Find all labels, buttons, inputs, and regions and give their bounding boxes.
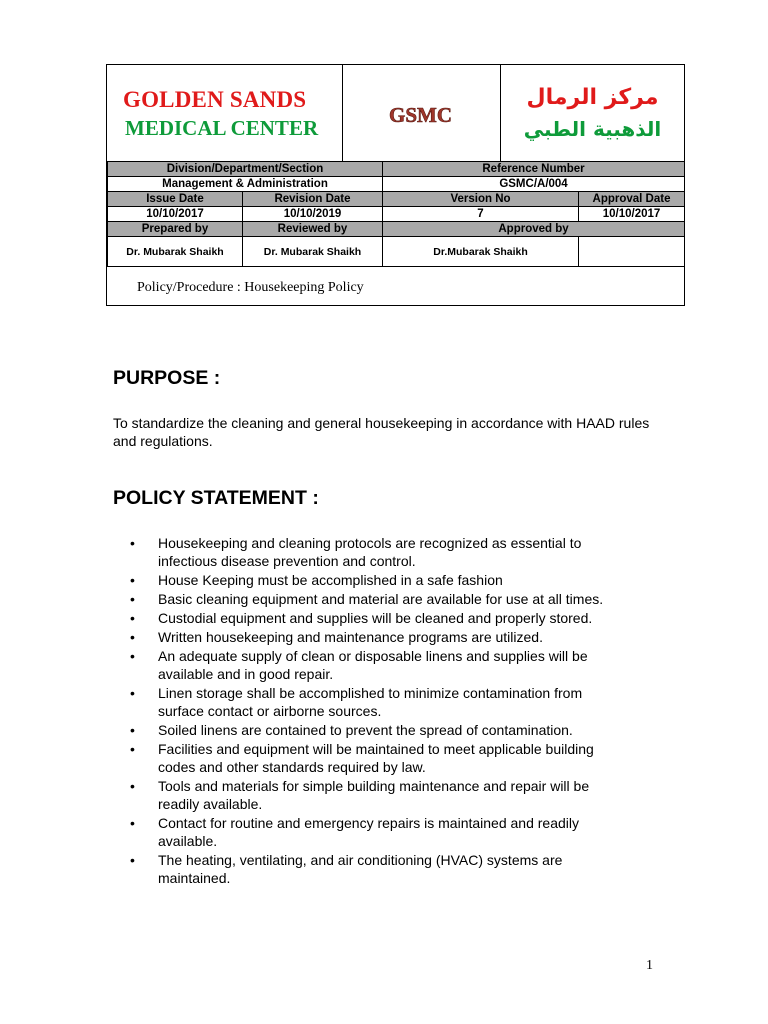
bullet-icon: • — [130, 535, 135, 551]
bullet-icon: • — [130, 629, 135, 645]
version-value: 7 — [383, 207, 579, 222]
bullet-icon: • — [130, 648, 135, 664]
list-item-text: The heating, ventilating, and air conditioning (HVAC) systems are maintained. — [158, 852, 563, 886]
bullet-icon: • — [130, 741, 135, 757]
reviewed-by-label: Reviewed by — [243, 222, 383, 237]
brand-name-line1: GOLDEN SANDS — [123, 87, 307, 112]
reviewed-by-value: Dr. Mubarak Shaikh — [243, 237, 383, 267]
brand-arabic-line2: الذهبية الطبي — [523, 117, 662, 141]
table-row — [108, 237, 685, 267]
table-row — [108, 222, 685, 237]
bullet-icon: • — [130, 815, 135, 831]
list-item — [130, 628, 630, 646]
list-item — [130, 777, 630, 813]
list-item-text: Written housekeeping and maintenance programs are utilized. — [158, 629, 543, 645]
list-item-text: Contact for routine and emergency repairs is maintained and readily available. — [158, 815, 580, 849]
reference-value: GSMC/A/004 — [383, 177, 685, 192]
list-item — [130, 684, 630, 720]
list-item-text: Linen storage shall be accomplished to minimize contamination from surface contact or airborne sources. — [158, 685, 583, 719]
list-item-text: Tools and materials for simple building maintenance and repair will be readily available. — [158, 778, 590, 812]
header-branding — [107, 65, 684, 161]
bullet-icon: • — [130, 852, 135, 868]
bullet-icon: • — [130, 591, 135, 607]
revision-date-label: Revision Date — [243, 192, 383, 207]
bullet-icon: • — [130, 685, 135, 701]
brand-arabic — [501, 65, 684, 161]
bullet-icon: • — [130, 722, 135, 738]
list-item — [130, 740, 630, 776]
brand-arabic-line1: مركز الرمال — [526, 85, 659, 110]
reference-label: Reference Number — [383, 162, 685, 177]
purpose-heading: PURPOSE : — [113, 367, 221, 389]
policy-procedure-row — [107, 269, 684, 305]
document-control-table — [107, 161, 685, 267]
version-label: Version No — [383, 192, 579, 207]
list-item — [130, 590, 630, 608]
table-row — [108, 162, 685, 177]
list-item — [130, 571, 630, 589]
bullet-icon: • — [130, 778, 135, 794]
table-row — [108, 207, 685, 222]
bullet-icon: • — [130, 610, 135, 626]
document-header — [106, 64, 685, 306]
approved-by-label: Approved by — [383, 222, 685, 237]
approval-date-label: Approval Date — [579, 192, 685, 207]
list-item — [130, 814, 630, 850]
table-row — [108, 192, 685, 207]
list-item — [130, 609, 630, 627]
prepared-by-value: Dr. Mubarak Shaikh — [108, 237, 243, 267]
list-item-text: Facilities and equipment will be maintained to meet applicable building codes and other standards required by law. — [158, 741, 594, 775]
approval-date-value: 10/10/2017 — [579, 207, 685, 222]
brand-name-line2: MEDICAL CENTER — [125, 116, 319, 140]
list-item — [130, 534, 630, 570]
brand-english — [107, 65, 343, 161]
list-item-text: Custodial equipment and supplies will be cleaned and properly stored. — [158, 610, 593, 626]
list-item-text: Basic cleaning equipment and material are available for use at all times. — [158, 591, 604, 607]
policy-procedure-title: Policy/Procedure : Housekeeping Policy — [137, 280, 364, 295]
list-item-text: House Keeping must be accomplished in a safe fashion — [158, 572, 503, 588]
list-item-text: An adequate supply of clean or disposable linens and supplies will be available and in good repair. — [158, 648, 588, 682]
issue-date-label: Issue Date — [108, 192, 243, 207]
logo-cell — [343, 65, 501, 161]
table-row — [108, 177, 685, 192]
revision-date-value: 10/10/2019 — [243, 207, 383, 222]
gsmc-logo-icon — [371, 87, 471, 139]
prepared-by-label: Prepared by — [108, 222, 243, 237]
list-item — [130, 721, 630, 739]
division-label: Division/Department/Section — [108, 162, 383, 177]
list-item — [130, 851, 630, 887]
list-item-text: Housekeeping and cleaning protocols are recognized as essential to infectious disease prevention and control. — [158, 535, 582, 569]
logo-text: GSMC — [389, 103, 452, 127]
issue-date-value: 10/10/2017 — [108, 207, 243, 222]
approved-by-value: Dr.Mubarak Shaikh — [383, 237, 579, 267]
purpose-text: To standardize the cleaning and general housekeeping in accordance with HAAD rules and regulations. — [113, 415, 650, 449]
list-item — [130, 647, 630, 683]
approved-signature-cell — [579, 237, 685, 267]
page-number: 1 — [646, 958, 653, 973]
policy-statement-heading: POLICY STATEMENT : — [113, 487, 319, 509]
policy-statement-list — [130, 534, 630, 888]
division-value: Management & Administration — [108, 177, 383, 192]
list-item-text: Soiled linens are contained to prevent the spread of contamination. — [158, 722, 573, 738]
bullet-icon: • — [130, 572, 135, 588]
